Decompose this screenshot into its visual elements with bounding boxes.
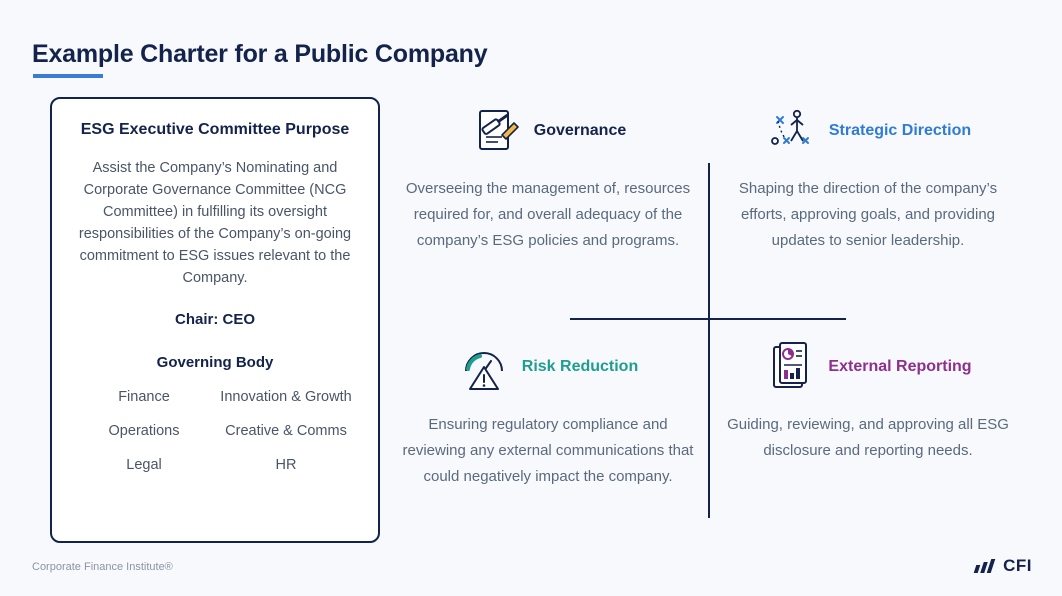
card-chair: Chair: CEO [174,311,255,328]
list-item: Finance [118,389,170,405]
list-item: Legal [126,457,162,473]
quadrant-header [398,336,698,398]
logo-text: CFI [1003,556,1032,575]
list-item: Innovation & Growth [220,389,352,405]
strategy-plan-icon [765,105,817,157]
card-governing-body-label: Governing Body [156,354,274,371]
card-purpose-text: Assist the Company’s Nominating and Corporate Governance Committee (NCG Committee) in fulfilling its oversight responsibilities of the Company’s on-going commitment to ESG issues relevant to the Company. [78,160,352,286]
quadrant-description: Overseeing the management of, resources required for, and overall adequacy of the company’s ESG policies and programs. [405,180,691,249]
quadrant-description: Shaping the direction of the company’s efforts, approving goals, and providing updates to senior leadership. [738,180,998,249]
quadrant-vertical-divider [708,163,710,518]
quadrant-external-reporting [718,336,1018,464]
footer-credit: Corporate Finance Institute® [32,561,173,573]
quadrant-description: Guiding, reviewing, and approving all ESG disclosure and reporting needs. [727,416,1009,459]
quadrant-risk-reduction [398,336,698,490]
quadrant-header [718,100,1018,162]
gavel-document-icon [470,105,522,157]
page-title: Example Charter for a Public Company [32,40,488,68]
quadrant-label: Risk Reduction [521,358,639,375]
quadrant-horizontal-divider [570,318,846,320]
quadrant-strategic-direction [718,100,1018,254]
title-underline [33,74,103,78]
quadrant-label: Strategic Direction [828,122,972,139]
esg-purpose-card [50,97,380,543]
report-document-icon [764,341,816,393]
governing-body-grid [76,387,354,475]
quadrant-description: Ensuring regulatory compliance and reviewing any external communications that could negatively impact the company. [402,416,694,485]
quadrant-header [718,336,1018,398]
cfi-logo [975,556,1032,576]
list-item: HR [275,457,297,473]
quadrant-label: Governance [533,122,627,139]
logo-bars-icon [975,559,997,573]
card-title: ESG Executive Committee Purpose [80,121,350,138]
quadrant-header [398,100,698,162]
list-item: Operations [108,423,180,439]
quadrant-governance [398,100,698,254]
quadrant-label: External Reporting [828,358,972,375]
list-item: Creative & Comms [225,423,347,439]
risk-warning-icon [458,341,510,393]
